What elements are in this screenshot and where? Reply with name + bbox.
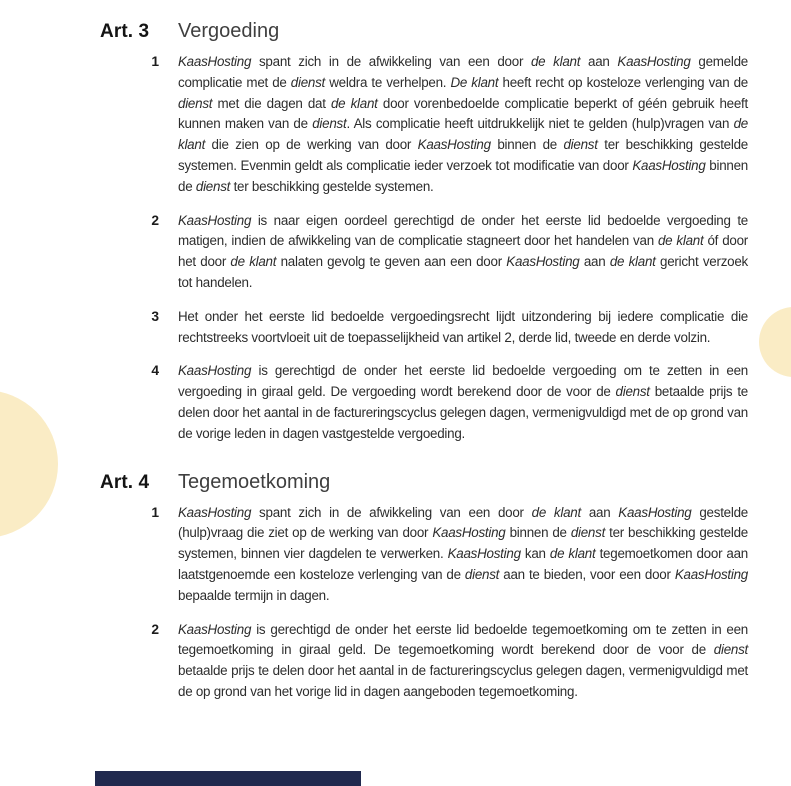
article <box>100 20 748 445</box>
clause-number: 1 <box>151 504 159 520</box>
clause-number: 2 <box>151 621 159 637</box>
clause-number: 1 <box>151 54 159 69</box>
article-title: Tegemoetkoming <box>178 470 331 493</box>
clause-text: KaasHosting is gerechtigd de onder het eerste lid bedoelde vergoeding om te zetten in een vergoeding in giraal geld. De vergoeding wordt berekend door de voor de dienst betaalde prijs te delen door het aantal in de factureringscyclus gelegen dagen, vermenigvuldigd met de op grond van de vorige leden in dagen vastgestelde vergoeding. <box>178 363 748 441</box>
article-label: Art. 4 <box>100 471 150 493</box>
article-label: Art. 3 <box>100 21 150 42</box>
clause-row <box>100 620 748 703</box>
clause-list <box>100 52 748 445</box>
clause-row <box>100 211 748 294</box>
footer-accent-bar <box>95 771 361 786</box>
decor-circle-right <box>759 307 791 377</box>
clause-text: KaasHosting spant zich in de afwikkeling van een door de klant aan KaasHosting gestelde (hulp)vraag die ziet op de werking van door KaasHosting binnen de dienst ter beschikking gestelde systemen, binnen vier dagdelen te verwerken. KaasHosting kan de klant tegemoetkomen door aan laatstgenoemde een kosteloze verlenging van de dienst aan te bieden, voor een door KaasHosting bepaalde termijn in dagen. <box>178 504 749 603</box>
clause-row <box>100 52 748 198</box>
clause-row <box>100 503 748 607</box>
clause-row <box>100 307 748 349</box>
decor-circle-left <box>0 390 58 538</box>
clause-number: 3 <box>151 308 159 324</box>
clause-text: KaasHosting spant zich in de afwikkeling van een door de klant aan KaasHosting gemelde complicatie met de dienst weldra te verhelpen. De klant heeft recht op kosteloze verlenging van de dienst met die dagen dat de klant door vorenbedoelde complicatie beperkt of géén gebruik heeft kunnen maken van de dienst. Als complicatie heeft uitdrukkelijk niet te gelden (hulp)vragen van de klant die zien op de werking van door KaasHosting binnen de dienst ter beschikking gestelde systemen. Evenmin geldt als complicatie ieder verzoek tot modificatie van door KaasHosting binnen de dienst ter beschikking gestelde systemen. <box>178 54 748 194</box>
article-header <box>100 471 748 494</box>
clause-text: KaasHosting is gerechtigd de onder het eerste lid bedoelde tegemoetkoming om te zetten in een tegemoetkoming in giraal geld. De tegemoetkoming wordt berekend door de voor de dienst betaalde prijs te delen door het aantal in de factureringscyclus gelegen dagen, vermenigvuldigd met de op grond van het vorige lid in dagen aangeboden tegemoetkoming. <box>178 621 748 699</box>
article-header <box>100 20 748 43</box>
clause-number: 2 <box>151 212 159 228</box>
clause-row <box>100 361 748 444</box>
article-title: Vergoeding <box>178 20 280 42</box>
clause-number: 4 <box>151 363 159 379</box>
clause-text: KaasHosting is naar eigen oordeel gerechtigd de onder het eerste lid bedoelde vergoeding te matigen, indien de afwikkeling van de complicatie stagneert door het handelen van de klant óf door het door de klant nalaten gevolg te geven aan een door KaasHosting aan de klant gericht verzoek tot handelen. <box>178 212 748 290</box>
document-body <box>100 20 748 729</box>
clause-list <box>100 503 748 703</box>
clause-text: Het onder het eerste lid bedoelde vergoedingsrecht lijdt uitzondering bij iedere complicatie die rechtstreeks voortvloeit uit de toepasselijkheid van artikel 2, derde lid, tweede en derde volzin. <box>178 308 748 345</box>
article <box>100 471 748 703</box>
